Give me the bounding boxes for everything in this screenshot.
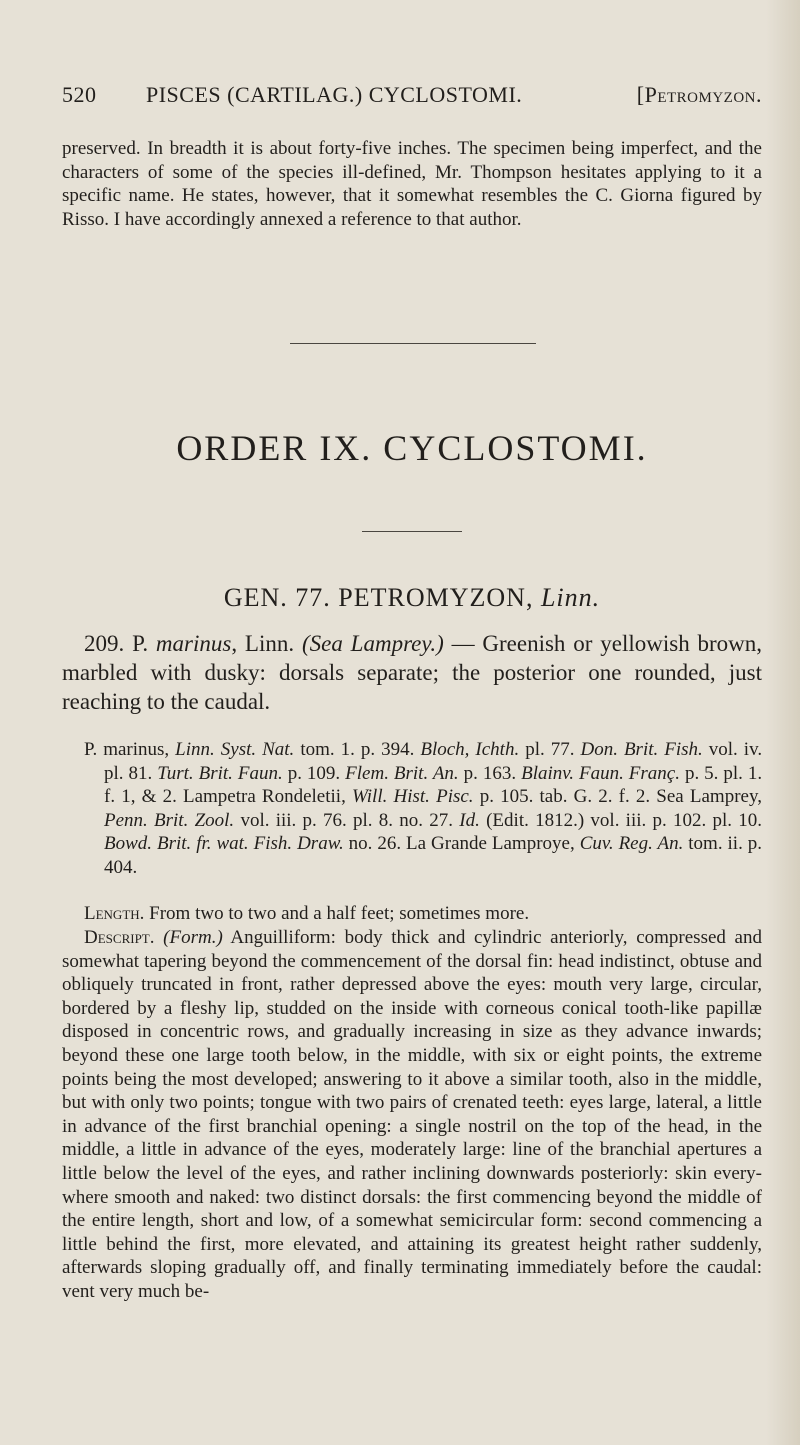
syn-text: (Edit. 1812.) vol. iii. p. 102. pl. 10. (486, 809, 763, 831)
section-divider (290, 343, 536, 344)
continuation-paragraph: preserved. In breadth it is about forty-five inches. The specimen being imperfect, and the characters of some of the species ill-defined, Mr. Thompson hesitates applying to it a specific name. He states, however, that it somewhat resembles the C. Giorna figured by Risso. I have accordingly annexed a reference to that author. (62, 138, 762, 230)
syn-text: p. 105. tab. G. 2. f. 2. Sea Lamprey, (479, 786, 762, 808)
page-number: 520 (62, 82, 97, 107)
syn-text: p. 163. (463, 762, 517, 784)
syn-text: vol. iv. pl. 81. (104, 739, 763, 784)
syn-text: p. 5. pl. 1. f. 1, & 2. Lampetra Rondeletii, (104, 762, 763, 808)
description-label: Descript. (84, 927, 155, 948)
species-diagnosis: — Greenish or yellowish brown, marbled with dusky: dorsals separate; the posterior one rounded, just reaching to the caudal. (62, 631, 763, 714)
species-entry (62, 629, 762, 716)
syn-ref: Flem. Brit. An. (345, 762, 459, 784)
syn-text: tom. ii. p. 404. (104, 833, 763, 878)
page-edge-shadow (766, 0, 800, 1445)
syn-ref: Id. (459, 809, 480, 831)
syn-ref: Cuv. Reg. An. (579, 833, 684, 855)
species-number: 209. (84, 631, 125, 656)
length-text: From two to two and a half feet; sometimes more. (149, 903, 530, 924)
syn-ref: Bowd. Brit. fr. wat. Fish. Draw. (104, 833, 344, 855)
syn-text: vol. iii. p. 76. pl. 8. no. 27. (240, 809, 454, 831)
syn-text: pl. 77. (525, 739, 575, 760)
syn-ref: Blainv. Faun. Franç. (521, 762, 680, 784)
length-paragraph (62, 902, 762, 926)
genus-authority: Linn. (540, 583, 601, 612)
syn-ref: Don. Brit. Fish. (580, 739, 703, 760)
length-label: Length. (84, 903, 145, 924)
species-common-name: (Sea Lamprey.) (301, 631, 444, 656)
running-title: PISCES (CARTILAG.) CYCLOSTOMI. (146, 82, 523, 107)
syn-ref: Will. Hist. Pisc. (351, 786, 474, 808)
genus-heading (62, 583, 762, 613)
syn-ref: Turt. Brit. Faun. (157, 762, 283, 784)
order-heading: ORDER IX. CYCLOSTOMI. (176, 428, 648, 468)
form-label: (Form.) (163, 927, 223, 948)
syn-ref: Bloch, Ichth. (420, 739, 520, 760)
species-epithet: marinus (155, 631, 232, 656)
genus-heading-text: GEN. 77. PETROMYZON, (223, 583, 534, 612)
description-paragraph (62, 926, 762, 1304)
species-binomial: P. marinus, (132, 631, 238, 656)
species-authority: Linn. (244, 631, 295, 656)
syn-text: no. 26. La Grande Lamproye, (348, 833, 575, 855)
description-text: Anguilliform: body thick and cylindric anteriorly, compressed and somewhat tapering beyond the commencement of the dorsal fin: head indistinct, obtuse and obliquely truncated in front, rather depressed above the eyes: mouth very large, circular, bordered by a fleshy lip, studded on the inside with corneous conical tooth-like papillæ disposed in concentric rows, and gradually increasing in size as they advance inwards; beyond these one large tooth below, in the middle, with six or eight points, the extreme points being the most developed; answering to it above a similar tooth, also in the middle, but with only two points; tongue with two pairs of crenated teeth: eyes large, lateral, a little in advance of the first branchial opening: a single nostril on the top of the head, in the middle, a little in advance of the eyes, moderately large: line of the branchial apertures a little below the level of the eyes, and rather inclining downwards posteriorly: skin every-where smooth and naked: two distinct dorsals: the first commencing beyond the middle of the entire length, short and low, of a somewhat semicircular form: second commencing a little behind the first, more elevated, and attaining its greatest height rather suddenly, afterwards sloping gradually off, and finally terminating immediately before the caudal: vent very much be- (62, 927, 762, 1302)
syn-text: p. 109. (287, 762, 341, 784)
syn-ref: Linn. Syst. Nat. (175, 739, 295, 760)
running-genus: [Petromyzon. (636, 82, 762, 107)
heading-divider (362, 531, 462, 532)
syn-text: tom. 1. p. 394. (300, 739, 415, 760)
synonymy-block (84, 738, 762, 880)
syn-ref: Penn. Brit. Zool. (104, 809, 235, 831)
syn-text: P. marinus, (84, 739, 170, 760)
